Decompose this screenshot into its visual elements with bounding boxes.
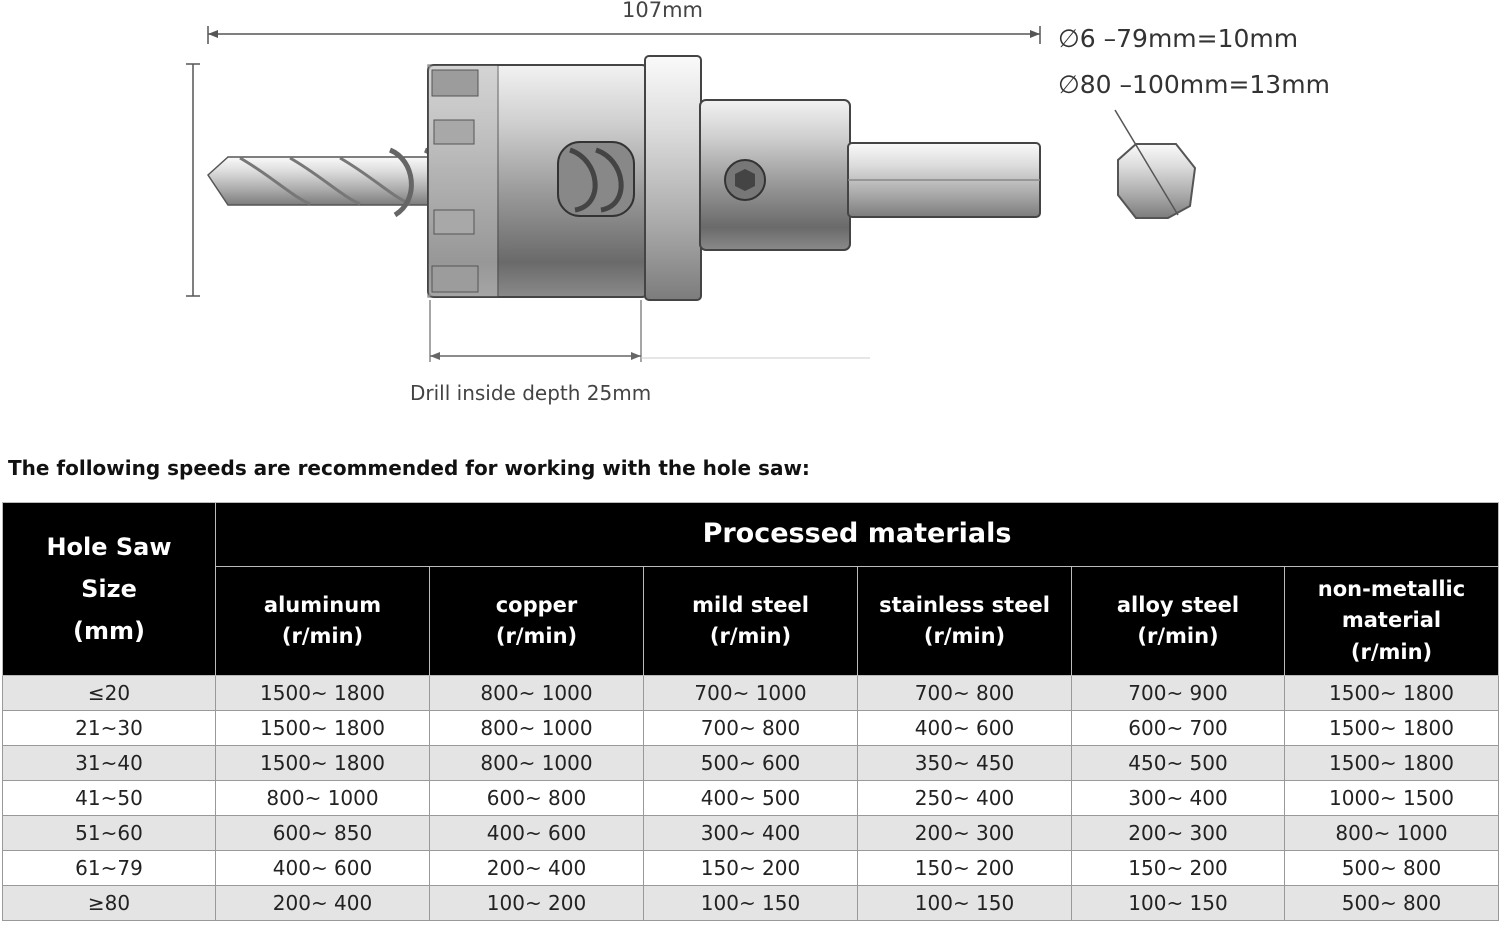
material-header-line: (r/min) bbox=[1350, 639, 1433, 664]
speed-cell: 200~ 400 bbox=[430, 851, 644, 886]
hole-saw-diagram bbox=[0, 0, 1500, 440]
material-column-header bbox=[1072, 567, 1285, 676]
overall-length-label: 107mm bbox=[622, 0, 703, 22]
material-header-line: (r/min) bbox=[1137, 624, 1219, 648]
speed-cell: 1500~ 1800 bbox=[1285, 676, 1499, 711]
speed-cell: 350~ 450 bbox=[858, 746, 1072, 781]
speed-cell: 1500~ 1800 bbox=[1285, 711, 1499, 746]
pilot-drill-bit bbox=[208, 150, 446, 215]
table-row bbox=[3, 746, 1499, 781]
speed-cell: 400~ 600 bbox=[858, 711, 1072, 746]
speed-cell: 150~ 200 bbox=[858, 851, 1072, 886]
speed-cell: 200~ 400 bbox=[216, 886, 430, 921]
table-row bbox=[3, 816, 1499, 851]
material-header-line: (r/min) bbox=[923, 624, 1006, 648]
hex-shank bbox=[848, 143, 1040, 217]
table-row bbox=[3, 851, 1499, 886]
speed-cell: 1000~ 1500 bbox=[1285, 781, 1499, 816]
size-header-line: Size bbox=[81, 575, 137, 603]
material-column-header bbox=[644, 567, 858, 676]
drill-depth-label: Drill inside depth 25mm bbox=[410, 381, 652, 405]
size-cell: 31~40 bbox=[3, 746, 216, 781]
size-cell: ≥80 bbox=[3, 886, 216, 921]
speed-cell: 300~ 400 bbox=[1072, 781, 1285, 816]
arbor bbox=[700, 100, 850, 250]
speed-cell: 800~ 1000 bbox=[430, 711, 644, 746]
speed-cell: 1500~ 1800 bbox=[1285, 746, 1499, 781]
diameter-dimension-line bbox=[186, 64, 200, 296]
processed-materials-header: Processed materials bbox=[216, 503, 1499, 567]
collar bbox=[645, 56, 701, 300]
speed-table bbox=[2, 502, 1499, 921]
material-header-line: (r/min) bbox=[709, 624, 792, 648]
speed-cell: 800~ 1000 bbox=[1285, 816, 1499, 851]
shank-cross-section bbox=[1115, 110, 1195, 218]
speed-cell: 100~ 150 bbox=[644, 886, 858, 921]
material-header-line: stainless steel bbox=[879, 592, 1050, 617]
speed-cell: 100~ 150 bbox=[1072, 886, 1285, 921]
material-column-header bbox=[858, 567, 1072, 676]
hole-saw-size-header bbox=[3, 503, 216, 676]
speed-cell: 400~ 600 bbox=[430, 816, 644, 851]
table-row bbox=[3, 781, 1499, 816]
speed-cell: 200~ 300 bbox=[1072, 816, 1285, 851]
speed-cell: 400~ 500 bbox=[644, 781, 858, 816]
table-row bbox=[3, 676, 1499, 711]
material-header-line: mild steel bbox=[692, 592, 809, 617]
speed-cell: 700~ 1000 bbox=[644, 676, 858, 711]
cutter-body bbox=[428, 65, 648, 297]
material-header-line: alloy steel bbox=[1116, 592, 1240, 617]
speed-cell: 800~ 1000 bbox=[430, 746, 644, 781]
material-column-header bbox=[1285, 567, 1499, 676]
table-row bbox=[3, 886, 1499, 921]
speed-cell: 700~ 800 bbox=[644, 711, 858, 746]
size-header-line: Hole Saw bbox=[46, 533, 172, 561]
shank-size-rule-small: ∅6 –79mm=10mm bbox=[1058, 24, 1299, 53]
speed-cell: 250~ 400 bbox=[858, 781, 1072, 816]
material-column-header bbox=[430, 567, 644, 676]
depth-dimension-line bbox=[430, 300, 870, 362]
speed-cell: 300~ 400 bbox=[644, 816, 858, 851]
size-header-line: (mm) bbox=[73, 617, 145, 645]
speed-cell: 400~ 600 bbox=[216, 851, 430, 886]
speed-cell: 200~ 300 bbox=[858, 816, 1072, 851]
material-header-line: aluminum bbox=[263, 592, 382, 617]
speed-cell: 700~ 900 bbox=[1072, 676, 1285, 711]
speed-cell: 150~ 200 bbox=[644, 851, 858, 886]
size-cell: ≤20 bbox=[3, 676, 216, 711]
material-column-header bbox=[216, 567, 430, 676]
size-cell: 41~50 bbox=[3, 781, 216, 816]
speed-cell: 500~ 800 bbox=[1285, 886, 1499, 921]
material-header-line: non-metallic bbox=[1317, 576, 1466, 601]
speed-cell: 800~ 1000 bbox=[430, 676, 644, 711]
speed-cell: 100~ 200 bbox=[430, 886, 644, 921]
speed-cell: 800~ 1000 bbox=[216, 781, 430, 816]
speed-cell: 500~ 800 bbox=[1285, 851, 1499, 886]
speed-cell: 1500~ 1800 bbox=[216, 676, 430, 711]
size-cell: 61~79 bbox=[3, 851, 216, 886]
material-header-line: material bbox=[1341, 608, 1442, 633]
speed-cell: 150~ 200 bbox=[1072, 851, 1285, 886]
speed-cell: 700~ 800 bbox=[858, 676, 1072, 711]
table-row bbox=[3, 711, 1499, 746]
material-header-row bbox=[3, 567, 1499, 676]
length-dimension-line bbox=[208, 26, 1040, 44]
speed-cell: 1500~ 1800 bbox=[216, 746, 430, 781]
speed-cell: 500~ 600 bbox=[644, 746, 858, 781]
material-header-line: (r/min) bbox=[495, 624, 578, 648]
size-cell: 51~60 bbox=[3, 816, 216, 851]
speed-cell: 600~ 700 bbox=[1072, 711, 1285, 746]
speed-cell: 450~ 500 bbox=[1072, 746, 1285, 781]
material-header-line: copper bbox=[495, 592, 578, 617]
speed-cell: 100~ 150 bbox=[858, 886, 1072, 921]
speed-cell: 600~ 800 bbox=[430, 781, 644, 816]
speed-cell: 600~ 850 bbox=[216, 816, 430, 851]
material-header-line: (r/min) bbox=[281, 624, 364, 648]
shank-size-rule-large: ∅80 –100mm=13mm bbox=[1058, 70, 1330, 99]
size-cell: 21~30 bbox=[3, 711, 216, 746]
speed-cell: 1500~ 1800 bbox=[216, 711, 430, 746]
hole-saw-illustration bbox=[0, 0, 1500, 440]
speed-table-body bbox=[3, 676, 1499, 921]
intro-text: The following speeds are recommended for working with the hole saw: bbox=[8, 456, 810, 480]
